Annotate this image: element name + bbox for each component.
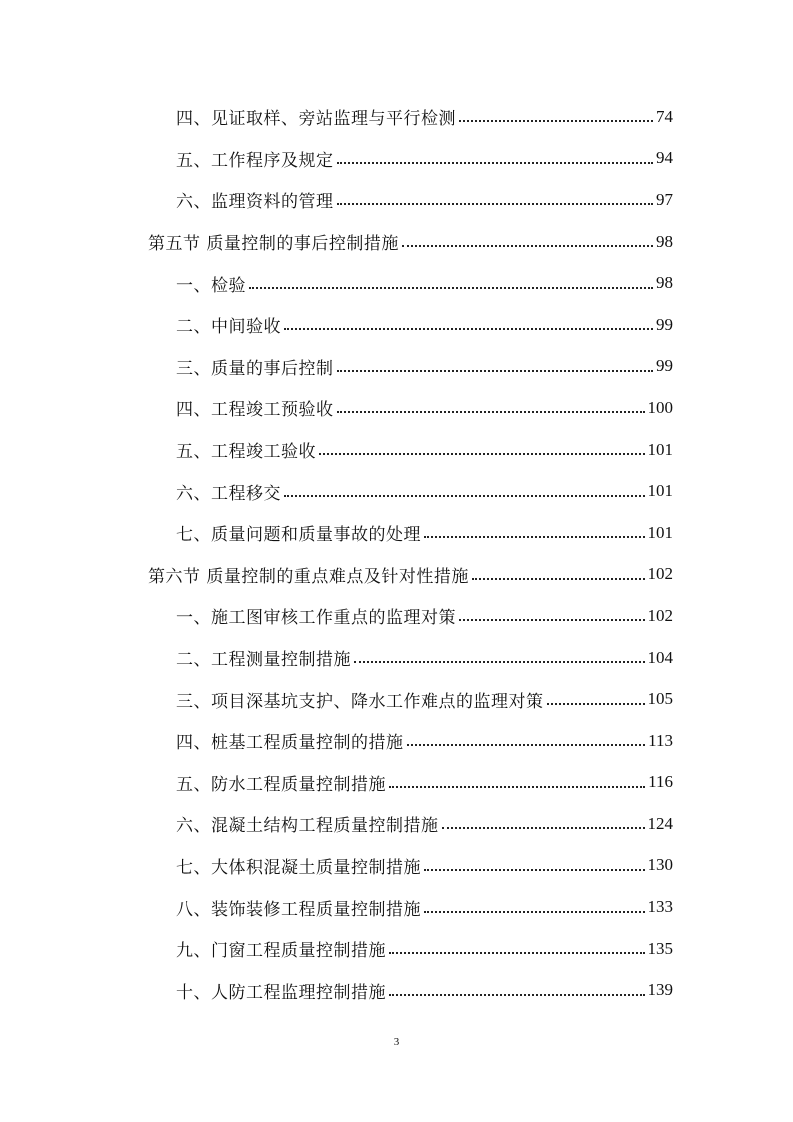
toc-dot-leader: [284, 327, 653, 330]
toc-entry-page: 99: [656, 314, 673, 334]
toc-entry-page: 102: [647, 605, 673, 625]
toc-entry-title: 七、大体积混凝土质量控制措施: [176, 857, 421, 878]
toc-entry-title: 第六节 质量控制的重点难点及针对性措施: [148, 566, 469, 587]
toc-entry-page: 98: [656, 273, 673, 293]
toc-entry-page: 124: [647, 813, 673, 833]
toc-entry-title: 四、见证取样、旁站监理与平行检测: [176, 109, 456, 130]
toc-entry[interactable]: [0, 720, 793, 762]
toc-entry-page: 102: [647, 564, 673, 584]
toc-dot-leader: [424, 535, 645, 538]
toc-entry-title: 二、工程测量控制措施: [176, 650, 351, 671]
toc-entry-title: 第五节 质量控制的事后控制措施: [148, 234, 399, 255]
toc-entry-page: 101: [647, 439, 673, 459]
toc-dot-leader: [337, 161, 654, 164]
toc-dot-leader: [407, 743, 646, 746]
toc-dot-leader: [402, 244, 653, 247]
toc-entry[interactable]: [0, 387, 793, 429]
page-number: 3: [393, 1036, 400, 1048]
toc-entry-page: 97: [656, 189, 673, 209]
toc-entry-page: 104: [647, 647, 673, 667]
toc-entry-page: 99: [656, 356, 673, 376]
toc-entry-page: 100: [647, 397, 673, 417]
toc-entry-title: 一、施工图审核工作重点的监理对策: [176, 608, 456, 629]
toc-section-entry[interactable]: [0, 221, 793, 263]
toc-entry-title: 二、中间验收: [176, 317, 281, 338]
toc-entry[interactable]: [0, 886, 793, 928]
toc-entry-title: 六、混凝土结构工程质量控制措施: [176, 816, 439, 837]
toc-entry[interactable]: [0, 803, 793, 845]
toc-entry-title: 三、质量的事后控制: [176, 358, 334, 379]
toc-entry-page: 74: [656, 106, 673, 126]
toc-entry-title: 一、检验: [176, 275, 246, 296]
toc-entry[interactable]: [0, 262, 793, 304]
toc-section-entry[interactable]: [0, 554, 793, 596]
toc-dot-leader: [459, 119, 653, 122]
toc-entry-page: 135: [647, 938, 673, 958]
toc-entry[interactable]: [0, 762, 793, 804]
toc-dot-leader: [337, 202, 654, 205]
toc-entry-title: 三、项目深基坑支护、降水工作难点的监理对策: [176, 691, 544, 712]
toc-dot-leader: [389, 993, 645, 996]
toc-entry[interactable]: [0, 928, 793, 970]
toc-entry[interactable]: [0, 512, 793, 554]
toc-entry[interactable]: [0, 429, 793, 471]
toc-entry-title: 十、人防工程监理控制措施: [176, 982, 386, 1003]
toc-dot-leader: [459, 618, 645, 621]
toc-dot-leader: [337, 369, 654, 372]
toc-entry-page: 130: [647, 855, 673, 875]
toc-dot-leader: [337, 410, 645, 413]
toc-dot-leader: [472, 577, 645, 580]
toc-entry[interactable]: [0, 138, 793, 180]
toc-entry-title: 七、质量问题和质量事故的处理: [176, 525, 421, 546]
toc-entry-page: 94: [656, 148, 673, 168]
toc-entry[interactable]: [0, 637, 793, 679]
toc-dot-leader: [284, 494, 645, 497]
toc-entry-page: 113: [648, 730, 673, 750]
toc-entry-title: 五、防水工程质量控制措施: [176, 774, 386, 795]
toc-entry[interactable]: [0, 179, 793, 221]
toc-entry[interactable]: [0, 595, 793, 637]
toc-entry-page: 105: [647, 689, 673, 709]
toc-entry[interactable]: [0, 346, 793, 388]
toc-dot-leader: [319, 452, 645, 455]
toc-dot-leader: [389, 785, 645, 788]
toc-entry-title: 五、工作程序及规定: [176, 150, 334, 171]
toc-entry-title: 九、门窗工程质量控制措施: [176, 941, 386, 962]
toc-entry-title: 四、工程竣工预验收: [176, 400, 334, 421]
toc-dot-leader: [424, 910, 645, 913]
toc-entry[interactable]: [0, 845, 793, 887]
toc-dot-leader: [249, 286, 653, 289]
toc-dot-leader: [442, 826, 645, 829]
toc-dot-leader: [547, 702, 645, 705]
toc-entry[interactable]: [0, 304, 793, 346]
toc-dot-leader: [354, 660, 645, 663]
table-of-contents: [0, 96, 793, 1011]
toc-entry-title: 六、工程移交: [176, 483, 281, 504]
toc-entry[interactable]: [0, 96, 793, 138]
toc-dot-leader: [389, 951, 645, 954]
toc-entry[interactable]: [0, 678, 793, 720]
toc-entry-page: 101: [647, 522, 673, 542]
toc-entry[interactable]: [0, 470, 793, 512]
toc-entry-page: 133: [647, 897, 673, 917]
toc-entry-title: 八、装饰装修工程质量控制措施: [176, 899, 421, 920]
toc-dot-leader: [424, 868, 645, 871]
toc-entry-page: 98: [656, 231, 673, 251]
toc-entry-page: 139: [647, 980, 673, 1000]
toc-entry-title: 五、工程竣工验收: [176, 442, 316, 463]
toc-entry-title: 四、桩基工程质量控制的措施: [176, 733, 404, 754]
toc-entry-page: 116: [648, 772, 673, 792]
toc-entry-page: 101: [647, 481, 673, 501]
toc-entry-title: 六、监理资料的管理: [176, 192, 334, 213]
toc-entry[interactable]: [0, 969, 793, 1011]
